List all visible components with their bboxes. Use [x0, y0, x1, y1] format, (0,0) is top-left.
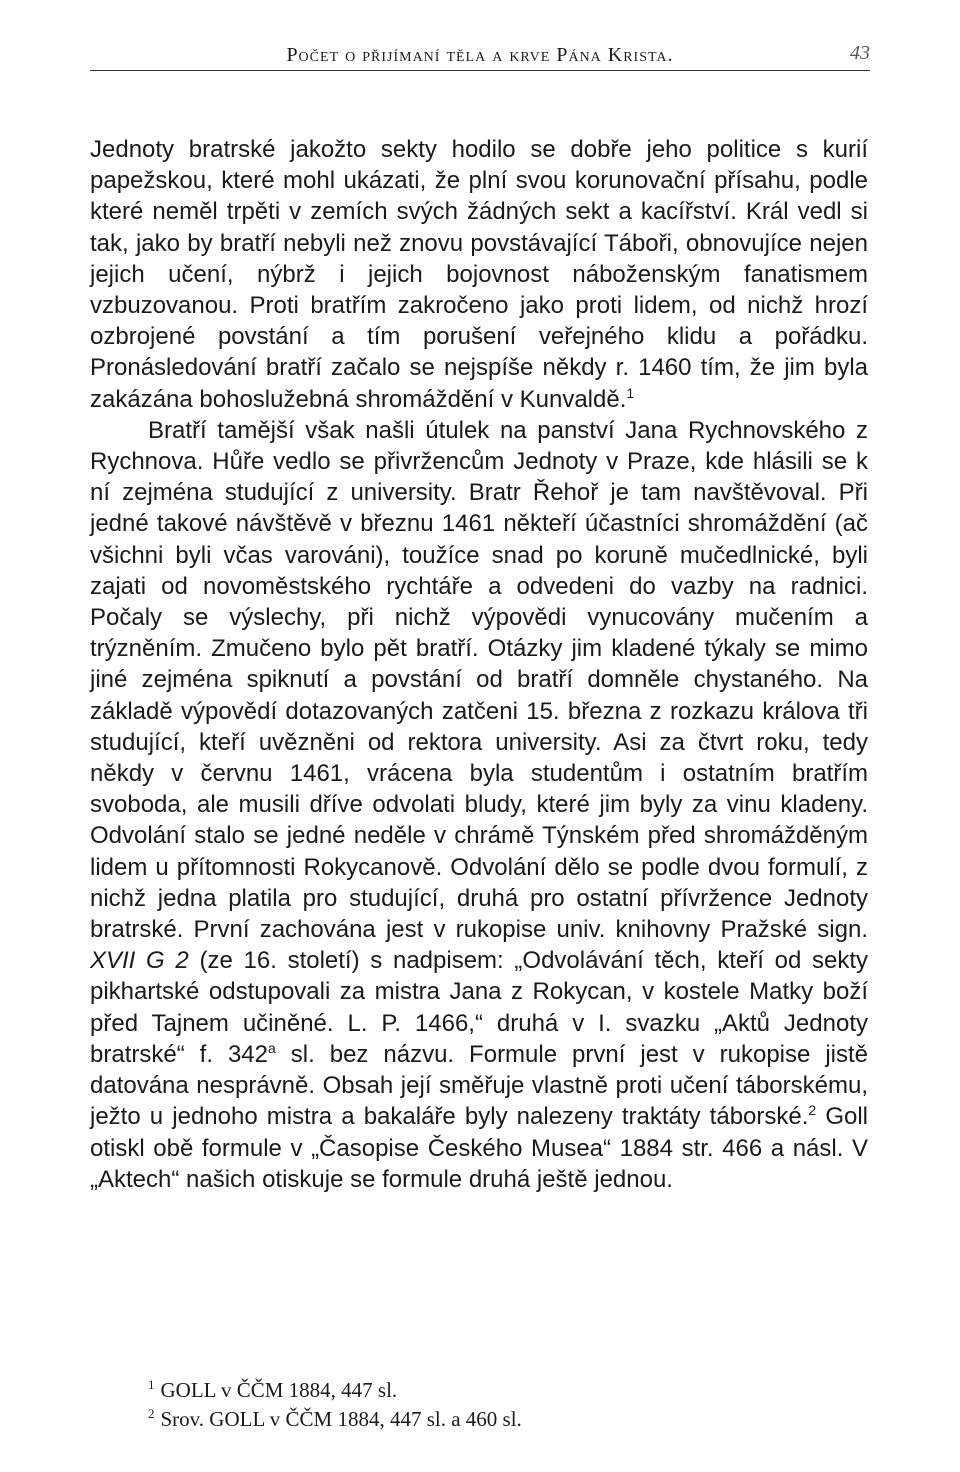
main-text	[90, 134, 868, 1195]
footnote-1	[148, 1376, 868, 1405]
paragraph-1	[90, 134, 868, 415]
folio-superscript: a	[268, 1039, 276, 1056]
footnote-2-text: Srov. GOLL v ČČM 1884, 447 sl. a 460 sl.	[160, 1407, 522, 1431]
paragraph-2	[90, 415, 868, 1195]
paragraph-2-text-b: (ze 16. století) s nadpisem: „Odvolávání těch, kteří od sekty pikhartské odstupovali za mistra Jana z Rokycan, v kostele Matky boží před Tajnem učiněné. L. P. 1466,“ druhá v I. svazku „Aktů Jednoty bratrské“ f. 342	[90, 947, 868, 1068]
page-number: 43	[850, 42, 870, 64]
running-title: Počet o přijímaní těla a krve Pána Krista.	[286, 44, 674, 66]
paragraph-2-text-d: Goll otiskl obě formule v „Časopise Českého Musea“ 1884 str. 466 a násl. V „Aktech“ našich otiskuje se formule druhá ještě jednou.	[90, 1103, 869, 1193]
paragraph-1-text: Jednoty bratrské jakožto sekty hodilo se dobře jeho politice s kurií papežskou, které mohl ukázati, že plní svou korunovační přísahu, podle které neměl trpěti v zemích svých žádných sekt a kacířství. Král vedl si tak, jako by bratří nebyli než znovu povstávající Táboři, obnovujíce nejen jejich učení, nýbrž i jejich bojovnost náboženským fanatismem vzbuzovanou. Proti bratřím zakročeno jako proti lidem, od nichž hrozí ozbrojené povstání a tím porušení veřejného klidu a pořádku. Pronásledování bratří začalo se nejspíše někdy r. 1460 tím, že jim byla zakázána bohoslužebná shromáždění v Kunvaldě.	[90, 136, 868, 413]
footnotes	[148, 1376, 868, 1434]
footnote-1-mark: 1	[148, 1377, 155, 1392]
footnote-2	[148, 1405, 868, 1434]
footnote-2-mark: 2	[148, 1406, 155, 1421]
paragraph-2-text-c: sl. bez názvu. Formule první jest v rukopise jistě datována nesprávně. Obsah její směřuje vlastně proti učení táborskému, ježto u jednoho mistra a bakaláře byly nalezeny traktáty táborské.	[90, 1040, 868, 1131]
footnote-ref-2: 2	[808, 1102, 817, 1119]
running-head	[90, 30, 870, 71]
footnote-1-text: GOLL v ČČM 1884, 447 sl.	[160, 1378, 398, 1402]
paragraph-2-text-a: Bratří tamější však našli útulek na panství Jana Rychnovského z Rychnova. Hůře vedlo se přivržencům Jednoty v Praze, kde hlásili se k ní zejména studující z university. Bratr Řehoř je tam navštěvoval. Při jedné takové návštěvě v březnu 1461 někteří účastníci shromáždění (ač všichni byli včas varováni), toužíce snad po koruně mučedlnické, byli zajati od novoměstského rychtáře a odvedeni do vazby na radnici. Počaly se výslechy, při nichž výpovědi vynucovány mučením a trýzněním. Zmučeno bylo pět bratří. Otázky jim kladené týkaly se mimo jiné zejména spiknutí a povstání od bratří domněle chystaného. Na základě výpovědí dotazovaných zatčeni 15. března z rozkazu králova tři studující, kteří uvězněni od rektora university. Asi za čtvrt roku, tedy někdy v červnu 1461, vrácena byla studentům i ostatním bratřím svoboda, ale musili dříve odvolati bludy, které jim byly za vinu kladeny. Odvolání stalo se jedné neděle v chrámě Týnském před shromážděným lidem u přítomnosti Rokycanově. Odvolání dělo se podle dvou formulí, z nichž jedna platila pro studující, druhá pro ostatní přívržence Jednoty bratrské. První zachována jest v rukopise univ. knihovny Pražské sign.	[90, 416, 868, 944]
footnote-ref-1: 1	[626, 384, 635, 401]
manuscript-signature: XVII G 2	[90, 947, 189, 975]
